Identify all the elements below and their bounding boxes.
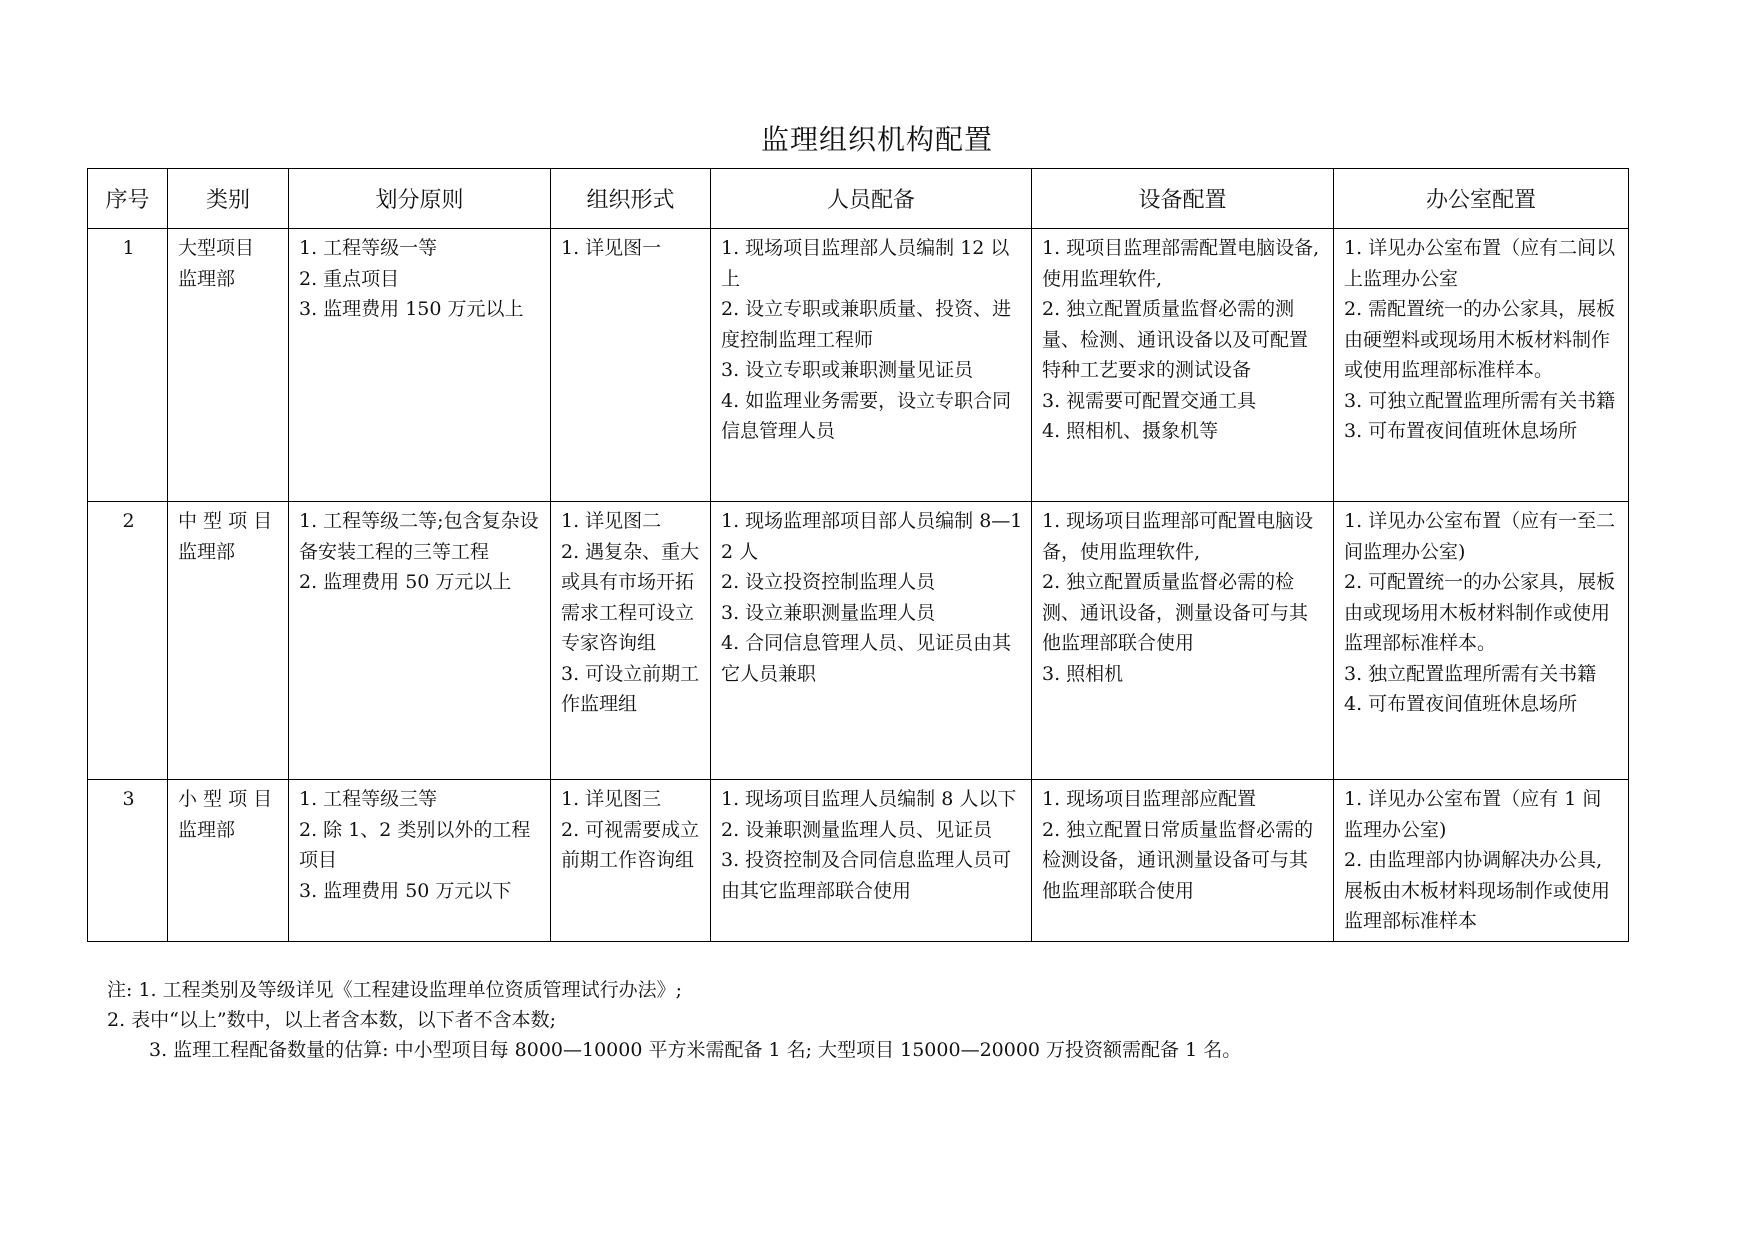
cell-equipment: 1. 现场项目监理部应配置 2. 独立配置日常质量监督必需的检测设备，通讯测量设备可与其他监理部联合使用 <box>1032 780 1334 942</box>
header-category: 类别 <box>168 169 289 229</box>
cell-office: 1. 详见办公室布置（应有一至二间监理办公室) 2. 可配置统一的办公家具，展板 由或现场用木板材料制作或使用监理部标准样本。 3. 独立配置监理所需有关书籍 4. 可布置夜间值班休息场所 <box>1334 502 1629 780</box>
note-line: 2. 表中“以上”数中，以上者含本数，以下者不含本数; <box>107 1009 556 1031</box>
cell-seq: 2 <box>88 502 168 780</box>
cell-principle: 1. 工程等级三等 2. 除 1、2 类别以外的工程项目 3. 监理费用 50 万元以下 <box>289 780 551 942</box>
cell-equipment: 1. 现场项目监理部可配置电脑设备，使用监理软件, 2. 独立配置质量监督必需的检测、通讯设备，测量设备可与其他监理部联合使用 3. 照相机 <box>1032 502 1334 780</box>
table-row <box>88 780 1629 942</box>
header-seq: 序号 <box>88 169 168 229</box>
cell-office: 1. 详见办公室布置（应有二间以上监理办公室 2. 需配置统一的办公家具，展板由硬塑料或现场用木板材料制作或使用监理部标准样本。 3. 可独立配置监理所需有关书籍 3. 可布置夜间值班休息场所 <box>1334 229 1629 502</box>
table-row <box>88 229 1629 502</box>
cell-category: 大型项目 监理部 <box>168 229 289 502</box>
cell-staff: 1. 现场监理部项目部人员编制 8—1 2 人 2. 设立投资控制监理人员 3. 设立兼职测量监理人员 4. 合同信息管理人员、见证员由其它人员兼职 <box>711 502 1032 780</box>
cell-form: 1. 详见图二 2. 遇复杂、重大或具有市场开拓需求工程可设立专家咨询组 3. 可设立前期工作监理组 <box>551 502 711 780</box>
cell-office: 1. 详见办公室布置（应有 1 间监理办公室) 2. 由监理部内协调解决办公具,展板由木板材料现场制作或使用监理部标准样本 <box>1334 780 1629 942</box>
note-line: 3. 监理工程配备数量的估算: 中小型项目每 8000—10000 平方米需配备 1 名; 大型项目 15000—20000 万投资额需配备 1 名。 <box>149 1039 1242 1061</box>
header-principle: 划分原则 <box>289 169 551 229</box>
note-line: 注: 1. 工程类别及等级详见《工程建设监理单位资质管理试行办法》; <box>107 979 683 1001</box>
page-title: 监理组织机构配置 <box>760 123 993 156</box>
header-form: 组织形式 <box>551 169 711 229</box>
cell-category: 小 型 项 目 监理部 <box>168 780 289 942</box>
cell-principle: 1. 工程等级二等;包含复杂设备安装工程的三等工程 2. 监理费用 50 万元以上 <box>289 502 551 780</box>
cell-form: 1. 详见图一 <box>551 229 711 502</box>
cell-seq: 3 <box>88 780 168 942</box>
cell-category: 中 型 项 目 监理部 <box>168 502 289 780</box>
cell-principle: 1. 工程等级一等 2. 重点项目 3. 监理费用 150 万元以上 <box>289 229 551 502</box>
header-equipment: 设备配置 <box>1032 169 1334 229</box>
header-office: 办公室配置 <box>1334 169 1629 229</box>
cell-seq: 1 <box>88 229 168 502</box>
cell-staff: 1. 现场项目监理人员编制 8 人以下 2. 设兼职测量监理人员、见证员 3. 投资控制及合同信息监理人员可由其它监理部联合使用 <box>711 780 1032 942</box>
config-table <box>87 168 1629 942</box>
header-staff: 人员配备 <box>711 169 1032 229</box>
cell-form: 1. 详见图三 2. 可视需要成立前期工作咨询组 <box>551 780 711 942</box>
table-row <box>88 502 1629 780</box>
cell-staff: 1. 现场项目监理部人员编制 12 以上 2. 设立专职或兼职质量、投资、进度控制监理工程师 3. 设立专职或兼职测量见证员 4. 如监理业务需要，设立专职合同信息管理人员 <box>711 229 1032 502</box>
notes <box>107 975 1241 1065</box>
cell-equipment: 1. 现项目监理部需配置电脑设备,使用监理软件, 2. 独立配置质量监督必需的测量、检测、通讯设备以及可配置特种工艺要求的测试设备 3. 视需要可配置交通工具 4. 照相机、摄象机等 <box>1032 229 1334 502</box>
header-row <box>88 169 1629 229</box>
